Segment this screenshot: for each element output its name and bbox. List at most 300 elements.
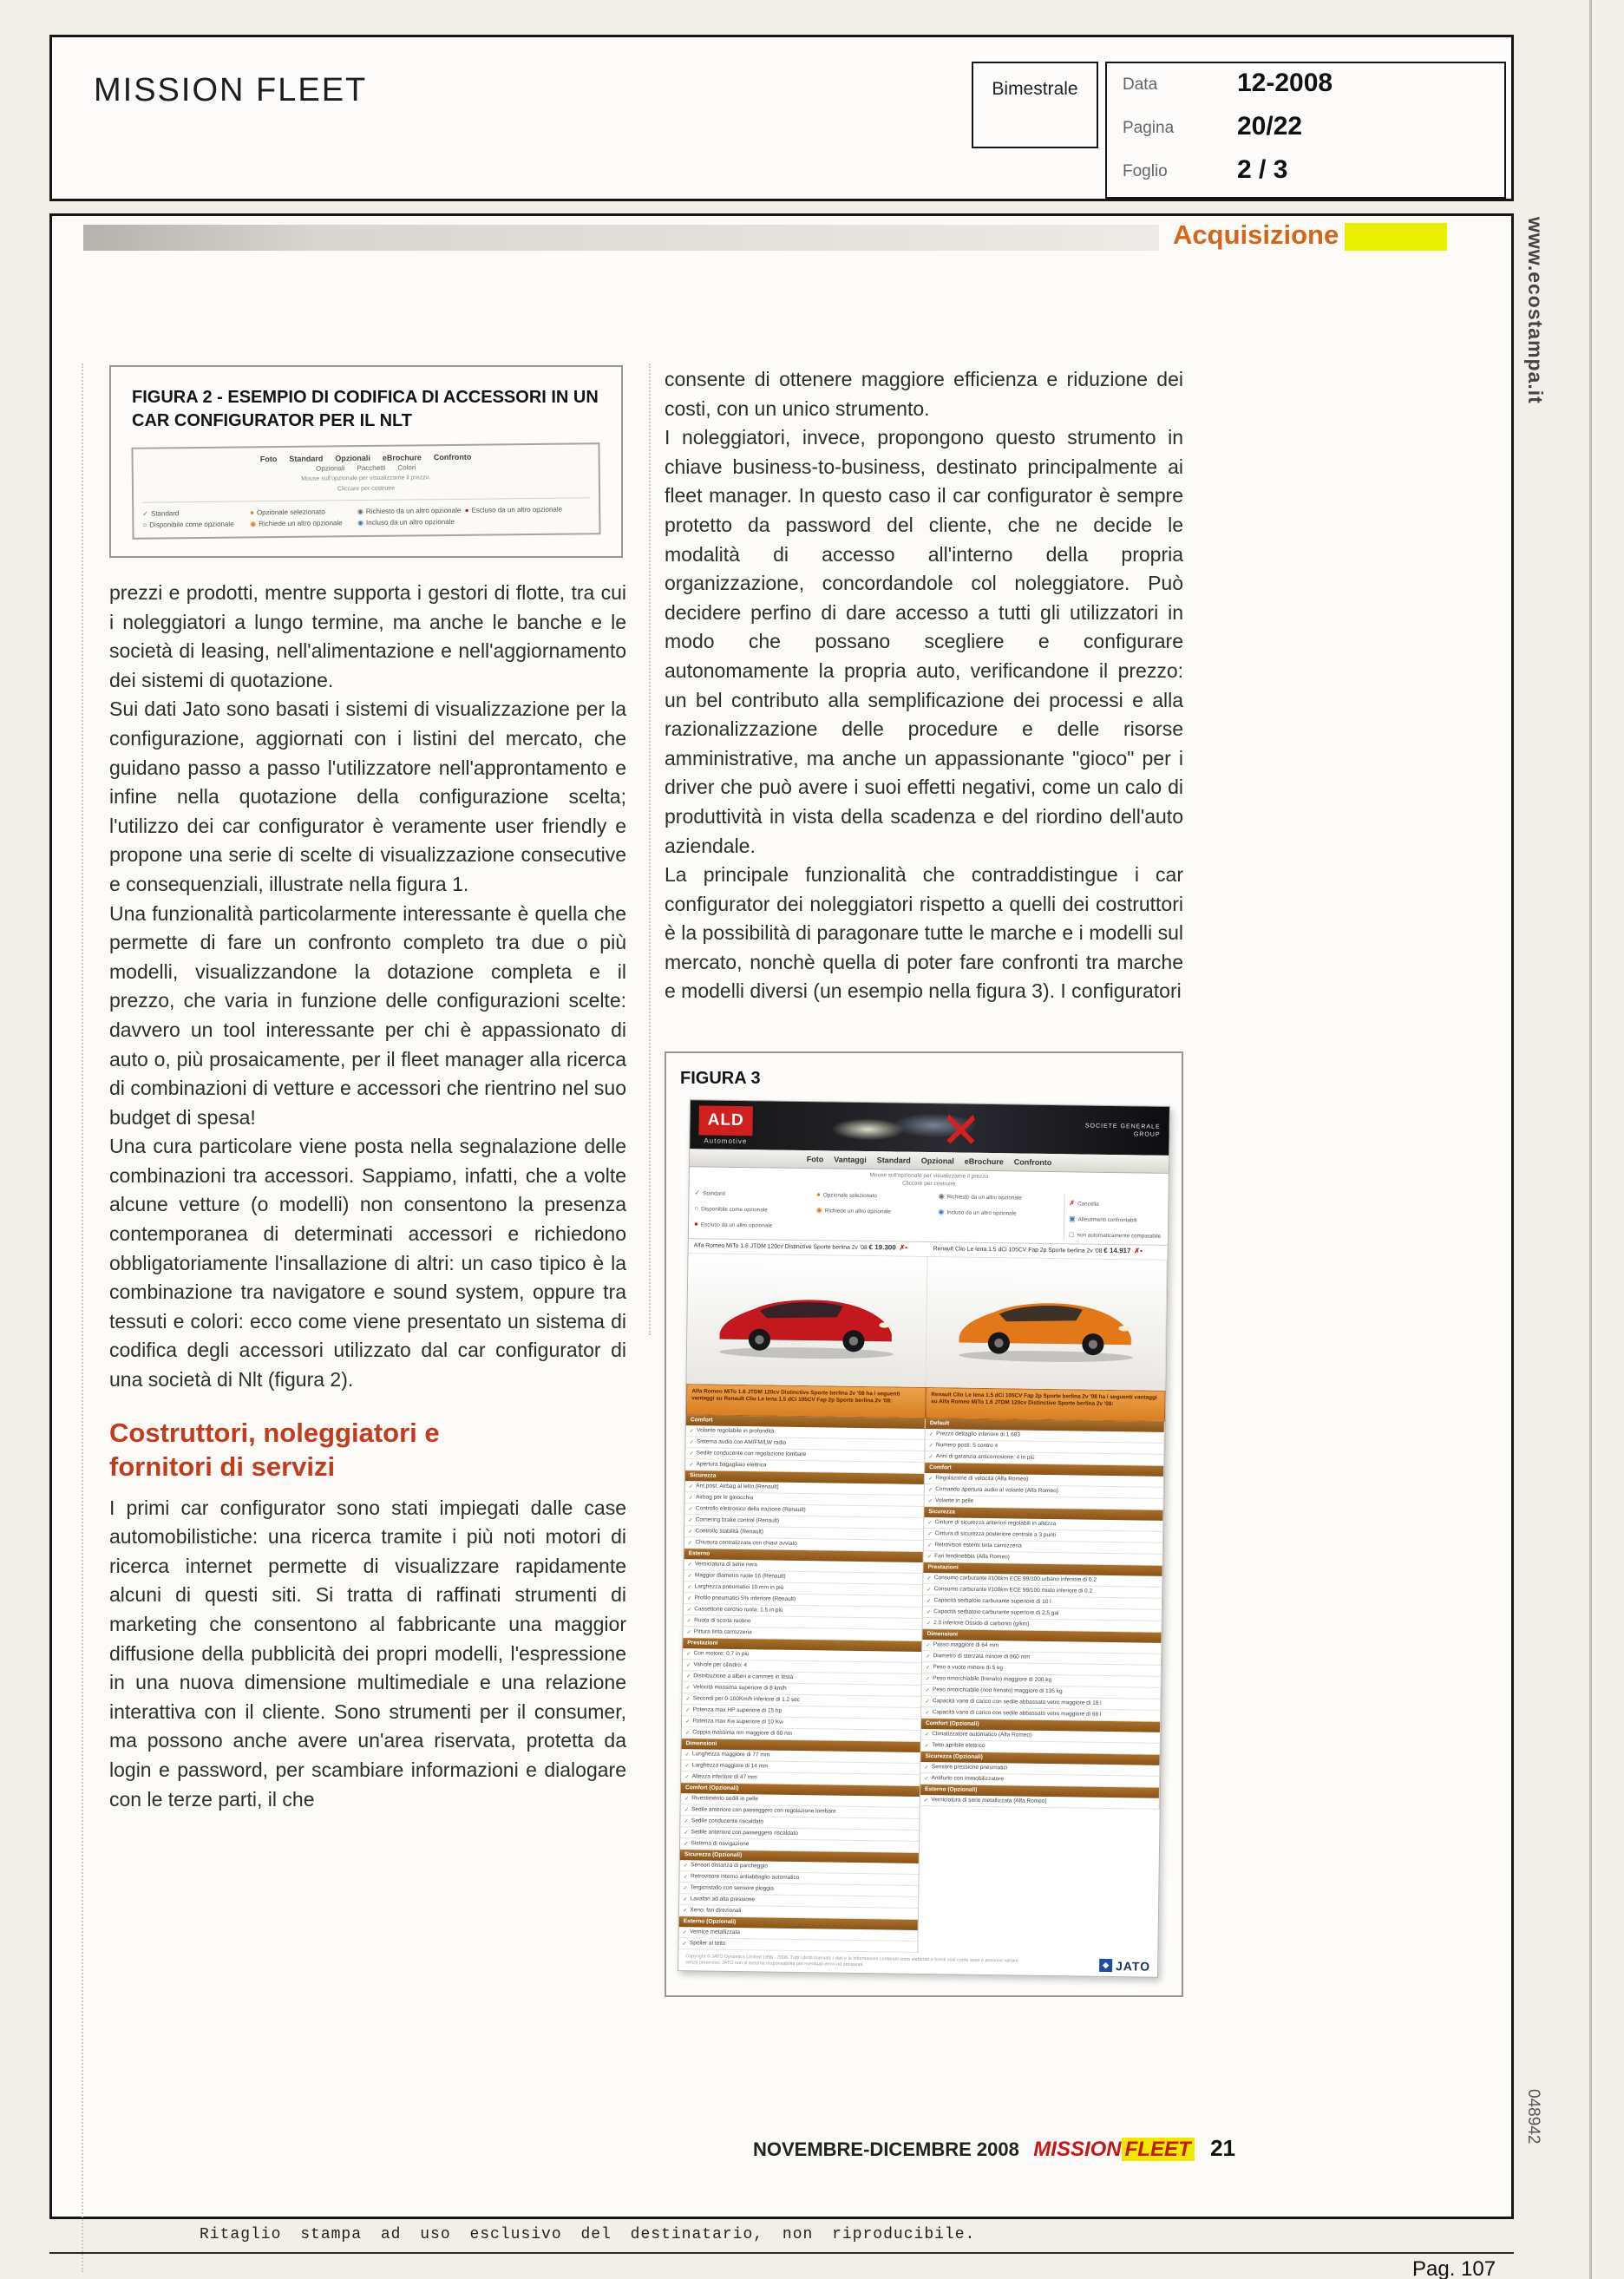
tab-item: Pacchetti bbox=[357, 463, 386, 473]
comparison-item-label: Potenza max HP superiore di 15 hp bbox=[692, 1706, 783, 1714]
main-content-box bbox=[49, 213, 1514, 2219]
comparison-section-row: Esterno (Opzionali) bbox=[920, 1785, 1159, 1798]
legend-item bbox=[816, 1190, 939, 1208]
article-paragraph: Una funzionalità particolarmente interessante è quella che permette di fare un confronto completo tra due o più modelli, visualizzandone la dotazione completa e il prezzo, che varia in funzione delle configurazioni scelte: davvero un tool interessante per chi è appassionato di auto o, più prosaicamente, per il fleet manager alla ricerca di combinazioni di vetture e accessori che rientrino nel suo budget di spesa! bbox=[109, 901, 626, 1129]
right-column-text bbox=[665, 365, 1183, 1006]
legend-label: Incluso da un altro opzionale bbox=[946, 1209, 1017, 1217]
comparison-item-label: Volante regolabile in profondità bbox=[697, 1427, 775, 1435]
right-column bbox=[665, 365, 1183, 1997]
legend-symbol-icon: ● bbox=[693, 1220, 698, 1228]
comparison-item-label: Verniciatura di serie metallizzata (Alfa Romeo) bbox=[931, 1797, 1047, 1805]
legend-symbol-icon: ✓ bbox=[142, 509, 149, 518]
legend-label: Disponibile come opzionale bbox=[701, 1206, 768, 1214]
legend-item bbox=[465, 504, 573, 516]
ecostampa-vertical-text: www.ecostampa.it bbox=[1524, 217, 1547, 404]
check-icon: ✓ bbox=[926, 1597, 932, 1604]
alfa-mito-photo bbox=[686, 1254, 927, 1387]
tab-item: Vantaggi bbox=[834, 1155, 867, 1165]
check-icon: ✓ bbox=[688, 1505, 693, 1512]
comparison-item-label: Controllo elettronico della trazione (Renault) bbox=[695, 1505, 806, 1514]
comparison-section-row: Esterno bbox=[684, 1549, 923, 1562]
comparison-section-row: Prestazioni bbox=[923, 1562, 1162, 1576]
comparison-item-label: Antifurto con immobilizzatore bbox=[931, 1775, 1005, 1783]
legend-item bbox=[694, 1204, 816, 1221]
comparison-item-label: Retrovisore interno antiabbaglio automatico bbox=[690, 1873, 800, 1882]
legend-label: Opzionale selezionato bbox=[256, 508, 325, 517]
check-icon: ✓ bbox=[684, 1729, 691, 1736]
check-icon: ✓ bbox=[689, 1450, 694, 1457]
comparison-item-label: Consumo carburante l/100km ECE 99/100 urbano inferiore di 0.2 bbox=[933, 1575, 1097, 1583]
legend-item bbox=[938, 1208, 1060, 1225]
jato-disclaimer: Copyright © JATO Dynamics Limited 1990 - 2008. Tutti i diritti riservati. I dati e le informazioni contenuti sono elaborati e forniti così come sono e possono variare senza preavviso; JATO non si assume responsabilità per eventuali errori od omissioni. bbox=[685, 1953, 1018, 1968]
comparison-table bbox=[678, 1415, 1165, 1956]
comparison-item-label: Valvole per cilindro: 4 bbox=[693, 1661, 748, 1669]
article-paragraph: Sui dati Jato sono basati i sistemi di visualizzazione per la configurazione, aggiornati con i listini del mercato, che guidano passo a passo l'utilizzatore nell'approntamento e infine nella quotazione della configurazione scelta; l'utilizzo dei car configurator è veramente user friendly e propone una serie di scelte di visualizzazione consecutive e consequenziali, illustrate nella figura 1. bbox=[109, 697, 626, 895]
legend-symbol-icon: ◉ bbox=[815, 1206, 822, 1215]
check-icon: ✓ bbox=[928, 1453, 933, 1460]
comparison-item-label: Profilo pneumatici 5% inferiore (Renault) bbox=[694, 1595, 796, 1603]
acquisizione-label: Acquisizione bbox=[1173, 219, 1339, 250]
left-column-text-2 bbox=[109, 1494, 626, 1815]
comparison-item-label: Pittura tinta carrozzeria bbox=[693, 1628, 752, 1636]
comparison-section-row: Sicurezza bbox=[924, 1507, 1162, 1521]
legend-label: Escluso da un altro opzionale bbox=[471, 505, 563, 514]
comparison-item-label: Sistema audio con AM/FM/LW radio bbox=[696, 1438, 787, 1446]
legend-symbol-icon: ● bbox=[250, 508, 254, 517]
frequency-box: Bimestrale bbox=[972, 62, 1098, 148]
comparison-item-label: Climatizzatore automatico (Alfa Romeo) bbox=[932, 1731, 1032, 1739]
comparison-item-label: Spoiler al tetto bbox=[689, 1940, 726, 1947]
left-column bbox=[109, 365, 626, 1814]
check-icon: ✓ bbox=[686, 1595, 692, 1601]
comparison-section-row: Dimensioni bbox=[682, 1739, 920, 1752]
legend-item bbox=[938, 1192, 1060, 1209]
legend-symbol-icon: ○ bbox=[694, 1204, 699, 1213]
renault-clio-photo bbox=[926, 1257, 1167, 1391]
check-icon: ✓ bbox=[925, 1675, 931, 1682]
comparison-item-label: Anni di garanzia anticorrosione: 4 in più bbox=[935, 1453, 1035, 1461]
legend-symbol-icon: ◉ bbox=[250, 520, 257, 528]
car-photos-row bbox=[686, 1254, 1167, 1391]
header-field bbox=[1107, 150, 1504, 193]
comparison-item-label: Larghezza maggiore di 14 mm bbox=[691, 1762, 769, 1770]
check-icon: ✓ bbox=[687, 1583, 692, 1590]
check-icon: ✓ bbox=[684, 1795, 690, 1802]
configurator-legend-main bbox=[694, 1189, 1064, 1241]
orange-car-illustration bbox=[944, 1280, 1149, 1366]
comparison-item-label: Passo maggiore di 64 mm bbox=[933, 1641, 999, 1649]
check-icon: ✓ bbox=[683, 1896, 688, 1902]
comparison-item-label: Controllo stabilità (Renault) bbox=[695, 1528, 763, 1536]
comparison-item-label: Distribuzione a alberi a cammes in testa bbox=[693, 1673, 794, 1680]
legend-item bbox=[250, 506, 357, 518]
check-icon: ✓ bbox=[688, 1494, 694, 1501]
check-icon: ✓ bbox=[689, 1461, 694, 1468]
legend-label: Richiesto da un altro opzionale bbox=[365, 506, 462, 516]
tab-item: eBrochure bbox=[964, 1156, 1004, 1167]
legend-symbol-icon: ◉ bbox=[938, 1192, 945, 1201]
left-model-price: € 19.300 bbox=[868, 1243, 896, 1252]
comparison-section-row: Comfort bbox=[925, 1463, 1163, 1477]
check-icon: ✓ bbox=[682, 1907, 688, 1914]
comparison-item-label: Diametro di sterzata minore di 860 mm bbox=[933, 1653, 1031, 1660]
tab-item: Confronto bbox=[433, 452, 472, 462]
legend-symbol-icon: ✗ bbox=[1069, 1201, 1076, 1208]
legend-item bbox=[357, 516, 465, 528]
check-icon: ✓ bbox=[683, 1873, 689, 1880]
comparison-item-label: Verniciatura di serie nera bbox=[694, 1561, 757, 1568]
jato-logo-icon: ◆ bbox=[1099, 1959, 1112, 1972]
comparison-item-label: Retrovisori esterni tinta carrozzeria bbox=[934, 1542, 1022, 1549]
comparison-item-label: Prezzo dettaglio inferiore di 1.683 bbox=[936, 1431, 1021, 1438]
check-icon: ✓ bbox=[688, 1516, 693, 1523]
clipping-code-vertical: 048942 bbox=[1524, 2089, 1542, 2145]
article-paragraph: I noleggiatori, invece, propongono questo strumento in chiave business-to-business, destinato principalmente ai fleet manager. In questo caso il car configurator è sempre protetto da password del cliente, che ne decide le modalità di accesso all'interno della propria organizzazione, concordandole col noleggiatore. Può decidere perfino di dare accesso a tutti gli utilizzatori in modo che possano scegliere e configurare autonomamente la propria auto, verificandone il prezzo: un bel contributo alla semplificazione dei processi e alla razionalizzazione delle procedure e delle risorse amministrative, ma anche un appassionante "gioco" per i driver che può avere i suoi effetti negativi, come un calo di produttività in vista della scadenza e del riordino dell'auto aziendale. bbox=[665, 426, 1183, 857]
figure3-screenshot bbox=[678, 1099, 1170, 1977]
legend-label: Cancella bbox=[1077, 1201, 1099, 1208]
check-icon: ✓ bbox=[685, 1661, 691, 1668]
tab-item: Opzionali bbox=[316, 464, 345, 473]
tab-item: Opzional bbox=[920, 1156, 954, 1166]
comparison-item-label: Cinture di sicurezza anteriori regolabili in altezza bbox=[934, 1519, 1057, 1528]
scan-page-number: Pag. 107 bbox=[1412, 2257, 1496, 2279]
field-label: Pagina bbox=[1123, 119, 1175, 137]
legend-symbol-icon: ◉ bbox=[357, 519, 364, 527]
check-icon: ✓ bbox=[925, 1709, 930, 1716]
legend-item bbox=[694, 1220, 816, 1237]
legend-item bbox=[694, 1189, 816, 1206]
comparison-item-label: Rivestimento sedili in pelle bbox=[691, 1795, 758, 1803]
configurator-note1: Mouse sull'opzionale per visualizzarne il prezzo bbox=[869, 1172, 989, 1181]
legend-item bbox=[816, 1206, 939, 1223]
yellow-highlight-block bbox=[1345, 223, 1447, 251]
check-icon: ✓ bbox=[926, 1641, 931, 1648]
issue-date: NOVEMBRE-DICEMBRE 2008 bbox=[752, 2138, 1019, 2160]
check-icon: ✓ bbox=[924, 1775, 929, 1782]
legend-label: Standard bbox=[703, 1190, 725, 1197]
header-box bbox=[49, 35, 1514, 201]
jato-logo-text: JATO bbox=[1115, 1958, 1151, 1974]
check-icon: ✓ bbox=[684, 1773, 690, 1780]
comparison-section-row: Comfort bbox=[686, 1415, 925, 1429]
configurator-note2: Cliccare per costruire bbox=[901, 1180, 956, 1188]
comparison-item-label: Regolazione di velocità (Alfa Romeo) bbox=[935, 1475, 1029, 1483]
check-icon: ✓ bbox=[924, 1731, 930, 1738]
check-icon: ✓ bbox=[685, 1673, 691, 1680]
check-icon: ✓ bbox=[928, 1442, 933, 1449]
check-icon: ✓ bbox=[688, 1483, 694, 1490]
comparison-item-label: Coppia massima nm maggiore di 60 nm bbox=[692, 1729, 793, 1737]
tab-item: Standard bbox=[876, 1156, 911, 1165]
field-value: 2 / 3 bbox=[1237, 155, 1288, 184]
legend-label: Allestimenti confrontabili bbox=[1077, 1216, 1137, 1224]
comparison-item-label: Lunghezza maggiore di 77 mm bbox=[691, 1751, 770, 1758]
left-model-name: Alfa Romeo MiTo 1.6 JTDM 120cv Distinctive Sporte berlina 2v '08 bbox=[693, 1242, 868, 1252]
figure2-screenshot bbox=[131, 442, 600, 540]
legend-symbol-icon: ✓ bbox=[694, 1189, 701, 1197]
right-model-price: € 14.917 bbox=[1103, 1246, 1131, 1255]
figure2-title: FIGURA 2 - ESEMPIO DI CODIFICA DI ACCESSORI IN UN CAR CONFIGURATOR PER IL NLT bbox=[132, 388, 599, 430]
check-icon: ✓ bbox=[925, 1686, 931, 1693]
clipping-data-box bbox=[1105, 62, 1506, 199]
legend-label: Disponibile come opzionale bbox=[149, 520, 234, 529]
comparison-item-label: Peso a vuoto minore di 5 kg bbox=[933, 1664, 1004, 1672]
check-icon: ✓ bbox=[685, 1684, 691, 1691]
comparison-section-row: Sicurezza (Opzionali) bbox=[680, 1850, 919, 1863]
check-icon: ✓ bbox=[924, 1764, 929, 1771]
comparison-left-column bbox=[678, 1415, 926, 1953]
check-icon: ✓ bbox=[927, 1530, 933, 1537]
check-icon: ✓ bbox=[684, 1840, 689, 1847]
comparison-item-label: Con motore: 0.7 in più bbox=[693, 1650, 750, 1658]
section-heading: Costruttori, noleggiatori e fornitori di servizi bbox=[109, 1417, 440, 1482]
field-label: Data bbox=[1123, 75, 1158, 94]
comparison-item-label: Maggior diametro ruote 16 (Renault) bbox=[694, 1572, 786, 1580]
scan-edge-line bbox=[1589, 0, 1592, 2279]
comparison-item-label: Potenza max Kw superiore di 10 Kw bbox=[692, 1718, 783, 1726]
check-icon: ✓ bbox=[927, 1542, 933, 1549]
comparison-section-row: Sicurezza bbox=[685, 1470, 924, 1484]
ald-logo-mark: ALD bbox=[698, 1105, 752, 1136]
check-icon: ✓ bbox=[927, 1486, 933, 1493]
left-advantages-header: Alfa Romeo MiTo 1.6 JTDM 120cv Distinctive Sporte berlina 2v '08 ha i seguenti vantaggi su Renault Clio Le Iena 1.5 dCi 105CV Fap 2p Sporte berlina 2v '08: bbox=[686, 1384, 926, 1418]
check-icon: ✓ bbox=[923, 1797, 929, 1804]
comparison-item-label: Sedile anteriore con passeggero con regolazione lombare bbox=[691, 1806, 836, 1815]
comparison-item-label: Capacità vano di carico con sedile abbassato vetro maggiore di 68 l bbox=[932, 1709, 1102, 1718]
header-field bbox=[1107, 63, 1504, 107]
comparison-item-label: Sensore pressione pneumatici bbox=[931, 1764, 1008, 1771]
comparison-section-row: Sicurezza (Opzionali) bbox=[920, 1752, 1159, 1765]
banner-car-art bbox=[752, 1101, 1083, 1154]
comparison-item-label: Cassettone cerchio ruota: 1.5 in più bbox=[694, 1606, 783, 1614]
check-icon: ✓ bbox=[924, 1742, 930, 1749]
legend-item bbox=[1069, 1216, 1137, 1223]
legend-label: Incluso da un altro opzionale bbox=[365, 517, 455, 527]
legend-symbol-icon: ● bbox=[816, 1190, 822, 1199]
comparison-item-label: Velocità massima superiore di 8 km/h bbox=[692, 1684, 787, 1692]
check-icon: ✓ bbox=[927, 1519, 933, 1526]
field-label: Foglio bbox=[1123, 162, 1168, 180]
comparison-section-row: Default bbox=[926, 1418, 1164, 1432]
comparison-right-column bbox=[920, 1418, 1165, 1810]
check-icon: ✓ bbox=[685, 1695, 691, 1702]
magazine-brand-fleet: FLEET bbox=[1122, 2138, 1195, 2161]
right-remove-icon: ✗▪ bbox=[1134, 1247, 1143, 1255]
comparison-item-label: Lavafari ad alta pressione bbox=[690, 1896, 756, 1903]
check-icon: ✓ bbox=[928, 1431, 934, 1437]
figure2-box bbox=[109, 365, 623, 558]
check-icon: ✓ bbox=[682, 1940, 687, 1947]
field-value: 12-2008 bbox=[1237, 69, 1333, 97]
check-icon: ✓ bbox=[685, 1706, 691, 1713]
check-icon: ✓ bbox=[689, 1427, 695, 1434]
tab-item: Foto bbox=[806, 1155, 824, 1164]
legend-label: Richiede un altro opzionale bbox=[824, 1208, 891, 1215]
legend-symbol-icon: ◉ bbox=[357, 508, 363, 516]
legend-symbol-icon: ● bbox=[464, 506, 469, 514]
comparison-item-label: Volante in pelle bbox=[935, 1497, 974, 1504]
left-column-text-1 bbox=[109, 579, 626, 1395]
check-icon: ✓ bbox=[687, 1539, 693, 1546]
legend-label: Standard bbox=[150, 509, 180, 518]
check-icon: ✓ bbox=[684, 1762, 690, 1769]
jato-logo bbox=[1099, 1958, 1150, 1973]
check-icon: ✓ bbox=[684, 1829, 689, 1836]
ritaglio-disclaimer: Ritaglio stampa ad uso esclusivo del destinatario, non riproducibile. bbox=[200, 2226, 976, 2243]
comparison-item-label: Sedile conducente con regolazione lombare bbox=[696, 1450, 807, 1458]
comparison-item-label: Numero posti: 5 contro 4 bbox=[935, 1442, 999, 1450]
header-field bbox=[1107, 107, 1504, 150]
bottom-rule bbox=[49, 2252, 1514, 2254]
figure2-note2: Cliccare per costruire bbox=[337, 485, 396, 493]
comparison-item-label: Airbag per le ginocchia bbox=[696, 1494, 754, 1502]
comparison-item-label: Vernice metallizzata bbox=[690, 1929, 740, 1936]
check-icon: ✓ bbox=[927, 1575, 932, 1582]
fold-mark-left bbox=[82, 363, 83, 2272]
magazine-brand-mission: MISSION bbox=[1033, 2138, 1122, 2161]
comparison-item-label: Tergicristallo con sensore pioggia bbox=[690, 1884, 774, 1892]
comparison-item-label: Xeno: fari direzionali bbox=[690, 1907, 742, 1915]
comparison-section-row: Comfort (Opzionali) bbox=[921, 1719, 1160, 1732]
tab-item: Opzionali bbox=[335, 453, 370, 463]
check-icon: ✓ bbox=[687, 1572, 692, 1579]
check-icon: ✓ bbox=[686, 1650, 691, 1657]
comparison-item-label: Sedile anteriore con passeggero riscaldato bbox=[691, 1829, 798, 1837]
check-icon: ✓ bbox=[687, 1561, 693, 1568]
check-icon: ✓ bbox=[686, 1628, 691, 1635]
publication-title: MISSION FLEET bbox=[94, 72, 368, 108]
comparison-section-row: Prestazioni bbox=[683, 1638, 921, 1652]
legend-item bbox=[142, 518, 250, 530]
comparison-item-label: Cintura di sicurezza posteriore centrale a 3 punti bbox=[934, 1530, 1057, 1539]
check-icon: ✓ bbox=[683, 1884, 688, 1891]
right-model-name: Renault Clio Le Iena 1.5 dCi 105CV Fap 2p Sporte berlina 2v '08 bbox=[933, 1246, 1103, 1254]
right-advantages-header: Renault Clio Le Iena 1.5 dCi 105CV Fap 2p Sporte berlina 2v '08 ha i seguenti vantaggi su Alfa Romeo MiTo 1.6 JTDM 120cv Distinctive Sporte berlina 2v '08: bbox=[926, 1387, 1165, 1422]
legend-label: Richiesto da un altro opzionale bbox=[946, 1194, 1022, 1202]
configurator-legend-extra bbox=[1064, 1194, 1163, 1242]
legend-label: Richiede un altro opzionale bbox=[259, 519, 343, 528]
legend-symbol-icon: ▣ bbox=[1069, 1216, 1076, 1223]
comparison-item-label: Consumo carburante l/100km ECE 99/100 misto inferiore di 0.2 bbox=[933, 1586, 1093, 1595]
article-paragraph: I primi car configurator sono stati impiegati dalle case automobilistiche: una ricerca tramite i più noti motori di ricerca internet permette di visualizzare rapidamente alcuni di questi siti. Si tratta di raffinati strumenti di marketing che consentono al fabbricante una maggior diffusione della pubblicità dei propri modelli, l'espressione in una nuova dimensione multimediale e una relazione interattiva con il cliente. Sono strumenti per il consumer, ma possono anche avere un'area riservata, protetta da login e password, per scambiare informazioni e dialogare con le terze parti, il che bbox=[109, 1496, 626, 1811]
comparison-item-label: 2.0 inferiore Ossido di carbonio (g/km) bbox=[933, 1620, 1030, 1627]
tab-item: Standard bbox=[289, 454, 324, 463]
comparison-item-label: Chiusura centralizzata con chiavi avviato bbox=[695, 1539, 797, 1548]
comparison-section-row: Esterno (Opzionali) bbox=[679, 1916, 918, 1930]
comparison-item-label: Sensori distanza di parcheggio bbox=[691, 1862, 769, 1870]
legend-item bbox=[357, 505, 465, 517]
check-icon: ✓ bbox=[927, 1475, 933, 1482]
figure3-title: FIGURA 3 bbox=[680, 1069, 761, 1089]
figure2-legend bbox=[142, 497, 590, 530]
comparison-item-label: Capacità serbatoio carburante superiore di 2.5 gal bbox=[933, 1608, 1059, 1617]
comparison-item-label: Secondi per 0-100Km/h inferiore di 1.2 sec bbox=[692, 1695, 801, 1704]
check-icon: ✓ bbox=[684, 1817, 689, 1824]
figure2-note1: Mouse sull'opzionale per visualizzarne il prezzo. bbox=[301, 475, 431, 482]
check-icon: ✓ bbox=[926, 1608, 932, 1615]
configurator-legend bbox=[689, 1186, 1169, 1246]
legend-item bbox=[1069, 1232, 1161, 1239]
check-icon: ✓ bbox=[689, 1438, 695, 1445]
check-icon: ✓ bbox=[927, 1497, 933, 1504]
legend-label: Escluso da un altro opzionale bbox=[700, 1221, 773, 1229]
left-remove-icon: ✗▪ bbox=[899, 1243, 908, 1252]
comparison-item-label: Larghezza pneumatici 10 mm in più bbox=[694, 1583, 784, 1591]
comparison-item-label: Apertura bagagliaio elettrica bbox=[696, 1461, 767, 1469]
comparison-item-row bbox=[920, 1795, 1159, 1810]
tab-item: eBrochure bbox=[382, 453, 422, 462]
comparison-item-label: Capacità vano di carico con sedile abbassato vetro maggiore di 18 l bbox=[932, 1698, 1102, 1706]
check-icon: ✓ bbox=[683, 1862, 689, 1869]
comparison-item-label: Altezza inferiore di 47 mm bbox=[691, 1773, 757, 1781]
check-icon: ✓ bbox=[927, 1586, 932, 1593]
legend-symbol-icon: ◻ bbox=[1068, 1232, 1075, 1239]
tab-item: Confronto bbox=[1013, 1157, 1052, 1168]
field-value: 20/22 bbox=[1237, 112, 1303, 141]
check-icon: ✓ bbox=[925, 1664, 931, 1671]
check-icon: ✓ bbox=[926, 1620, 932, 1627]
fold-mark-center bbox=[649, 363, 651, 1335]
magazine-footer bbox=[753, 2135, 1235, 2162]
comparison-item-label: Sistema di navigazione bbox=[691, 1840, 750, 1848]
article-paragraph: consente di ottenere maggiore efficienza e riduzione dei costi, con un unico strumento. bbox=[665, 368, 1183, 420]
check-icon: ✓ bbox=[925, 1698, 930, 1705]
check-icon: ✓ bbox=[684, 1718, 691, 1725]
tab-item: Foto bbox=[259, 455, 278, 464]
tab-item: Colori bbox=[397, 463, 416, 472]
check-icon: ✓ bbox=[686, 1617, 692, 1624]
check-icon: ✓ bbox=[682, 1929, 688, 1935]
comparison-item-label: Sedile conducente riscaldato bbox=[691, 1817, 764, 1825]
ald-logo bbox=[698, 1105, 753, 1145]
comparison-item-label: Ant.post. Airbag al letto (Renault) bbox=[696, 1483, 779, 1490]
article-paragraph: Una cura particolare viene posta nella segnalazione delle combinazioni tra accessori. Sappiamo, infatti, che a volte alcune vetture (o modelli) non consentono la presenza contemporanea di determinati accessori e richiedono obbligatoriamente l'insallazione di altri: un caso tipico è la combinazione tra navigatore e sound system, oppure tra tessuti e colori: ecco come viene presentato un sistema di codifica degli accessori utilizzato dal car configurator di una società di Nlt (figura 2). bbox=[109, 1135, 626, 1392]
figure3-box bbox=[665, 1051, 1183, 1997]
comparison-item-label: Fari fendinebbia (Alfa Romeo) bbox=[934, 1553, 1010, 1561]
comparison-item-label: Tetto apribile elettrico bbox=[932, 1742, 986, 1750]
comparison-section-row: Dimensioni bbox=[922, 1629, 1161, 1643]
red-car-illustration bbox=[704, 1277, 909, 1363]
comparison-item-label: Peso rimorchiabile (frenato) maggiore di 200 kg bbox=[933, 1675, 1052, 1684]
legend-symbol-icon: ○ bbox=[142, 521, 147, 529]
check-icon: ✓ bbox=[686, 1606, 692, 1613]
ald-logo-sub: Automotive bbox=[704, 1136, 748, 1145]
red-x-graphic bbox=[943, 1110, 979, 1146]
legend-symbol-icon: ◉ bbox=[938, 1208, 945, 1216]
article-paragraph: La principale funzionalità che contraddistingue i car configurator dei noleggiatori rispetto a quelli dei costruttori è la possibilità di paragonare tutte le marche e i modelli sul mercato, nonchè quella di poter fare confronti tra marche e modelli diversi (un esempio nella figura 3). I configuratori bbox=[665, 863, 1183, 1003]
scan-gray-strip bbox=[83, 225, 1159, 251]
legend-item bbox=[1069, 1201, 1098, 1207]
check-icon: ✓ bbox=[684, 1806, 690, 1813]
check-icon: ✓ bbox=[684, 1751, 690, 1758]
check-icon: ✓ bbox=[926, 1653, 931, 1660]
legend-item bbox=[250, 517, 357, 529]
check-icon: ✓ bbox=[688, 1528, 693, 1535]
legend-item bbox=[142, 507, 250, 519]
comparison-item-label: Cornering brake control (Renault) bbox=[695, 1516, 780, 1524]
comparison-section-row: Comfort (Opzionali) bbox=[681, 1783, 920, 1797]
comparison-item-label: Peso rimorchiabile (non frenato) maggiore di 135 kg bbox=[932, 1686, 1063, 1695]
check-icon: ✓ bbox=[927, 1553, 933, 1560]
banner-right-text: SOCIETE GENERALE GROUP bbox=[1084, 1123, 1161, 1138]
comparison-item-label: Capacità serbatoio carburante superiore di 10 l bbox=[933, 1597, 1051, 1606]
legend-label: non automaticamente comparabile bbox=[1077, 1232, 1162, 1240]
article-paragraph: prezzi e prodotti, mentre supporta i gestori di flotte, tra cui i noleggiatori a lungo termine, ma anche le banche e le società di leasing, nell'alimentazione e nell'aggiornamento dei sistemi di quotazione. bbox=[109, 581, 626, 691]
comparison-item-label: Comando apertura audio al volante (Alfa Romeo) bbox=[935, 1486, 1058, 1495]
configurator-banner bbox=[690, 1100, 1169, 1156]
legend-label: Opzionale selezionato bbox=[822, 1192, 877, 1200]
comparison-item-label: Ruota di scorta ruotino bbox=[694, 1617, 751, 1625]
